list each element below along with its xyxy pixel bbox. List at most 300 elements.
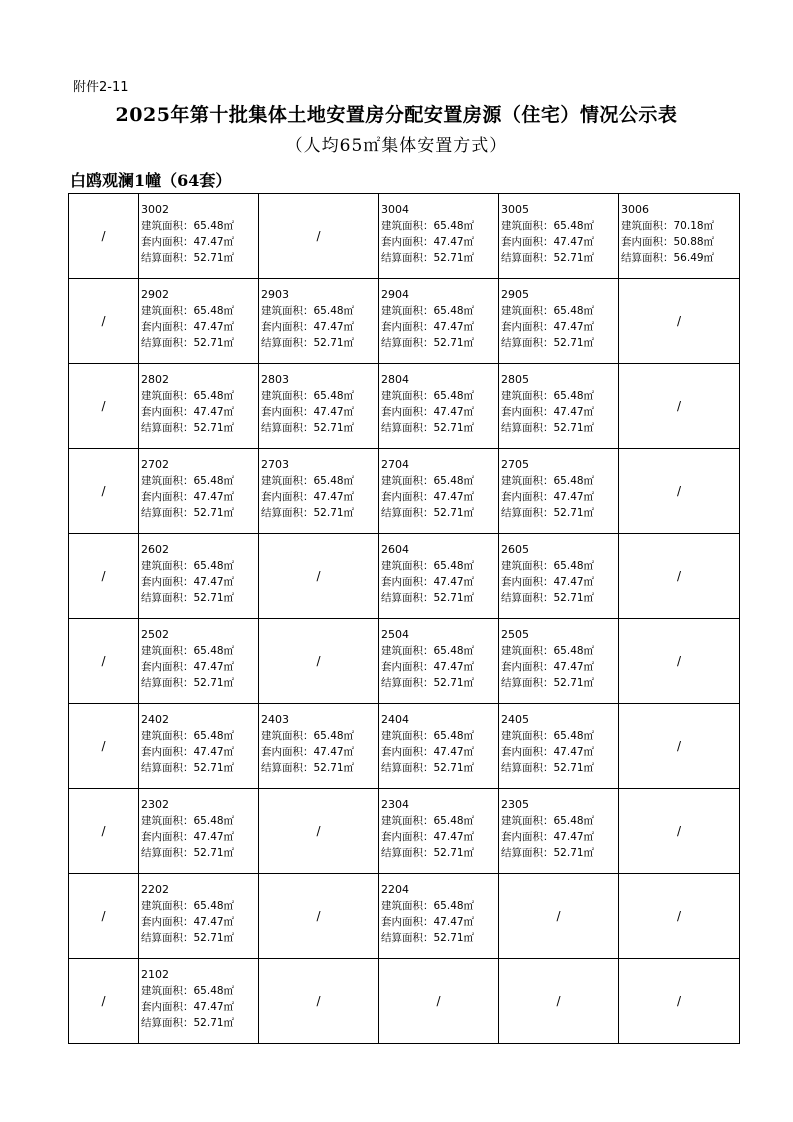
build-area-label: 建筑面积： xyxy=(381,900,434,912)
build-area-value: 65.48㎡ xyxy=(553,390,595,402)
inner-area-label: 套内面积： xyxy=(381,746,434,758)
unit-number: 2305 xyxy=(501,798,529,811)
inner-area-value: 47.47㎡ xyxy=(553,661,595,673)
unit-line xyxy=(141,627,258,643)
settle-area-value: 52.71㎡ xyxy=(433,422,475,434)
unit-info xyxy=(139,194,258,266)
unit-number: 2302 xyxy=(141,798,169,811)
build-area-label: 建筑面积： xyxy=(501,815,554,827)
unit-line xyxy=(261,760,378,776)
unit-line xyxy=(381,574,498,590)
unit-number: 3006 xyxy=(621,203,649,216)
empty-cell: / xyxy=(619,874,740,959)
unit-line xyxy=(261,420,378,436)
unit-line xyxy=(141,558,258,574)
unit-line xyxy=(141,829,258,845)
unit-cell xyxy=(499,789,619,874)
unit-info xyxy=(379,874,498,946)
unit-number: 2805 xyxy=(501,373,529,386)
settle-area-label: 结算面积： xyxy=(261,762,314,774)
inner-area-value: 47.47㎡ xyxy=(193,236,235,248)
unit-cell xyxy=(259,704,379,789)
settle-area-label: 结算面积： xyxy=(381,592,434,604)
unit-line xyxy=(381,914,498,930)
unit-cell xyxy=(139,874,259,959)
build-area-value: 65.48㎡ xyxy=(193,985,235,997)
inner-area-value: 47.47㎡ xyxy=(553,831,595,843)
unit-cell xyxy=(139,959,259,1044)
unit-number: 2604 xyxy=(381,543,409,556)
unit-line xyxy=(141,319,258,335)
inner-area-label: 套内面积： xyxy=(141,661,194,673)
unit-number: 2304 xyxy=(381,798,409,811)
unit-line xyxy=(621,250,739,266)
inner-area-value: 47.47㎡ xyxy=(313,321,355,333)
settle-area-label: 结算面积： xyxy=(141,422,194,434)
unit-line xyxy=(141,388,258,404)
inner-area-value: 47.47㎡ xyxy=(553,491,595,503)
build-area-label: 建筑面积： xyxy=(381,475,434,487)
unit-line xyxy=(501,372,618,388)
settle-area-value: 52.71㎡ xyxy=(313,507,355,519)
build-area-value: 65.48㎡ xyxy=(193,475,235,487)
empty-cell: / xyxy=(379,959,499,1044)
unit-line xyxy=(141,728,258,744)
unit-info xyxy=(379,534,498,606)
unit-line xyxy=(141,930,258,946)
build-area-value: 65.48㎡ xyxy=(553,730,595,742)
unit-line xyxy=(381,797,498,813)
build-area-label: 建筑面积： xyxy=(261,730,314,742)
unit-cell xyxy=(619,194,740,279)
build-area-label: 建筑面积： xyxy=(141,305,194,317)
unit-line xyxy=(141,712,258,728)
unit-line xyxy=(261,728,378,744)
unit-line xyxy=(141,898,258,914)
settle-area-value: 52.71㎡ xyxy=(193,337,235,349)
inner-area-label: 套内面积： xyxy=(141,831,194,843)
table-row xyxy=(69,704,740,789)
settle-area-value: 52.71㎡ xyxy=(193,762,235,774)
unit-info xyxy=(499,704,618,776)
unit-line xyxy=(501,558,618,574)
page-title: 2025年第十批集体土地安置房分配安置房源（住宅）情况公示表 xyxy=(115,104,678,126)
settle-area-label: 结算面积： xyxy=(381,932,434,944)
unit-number: 2403 xyxy=(261,713,289,726)
unit-line xyxy=(501,845,618,861)
unit-line xyxy=(141,250,258,266)
empty-cell: / xyxy=(619,449,740,534)
unit-line xyxy=(381,829,498,845)
unit-line xyxy=(141,882,258,898)
inner-area-label: 套内面积： xyxy=(141,746,194,758)
settle-area-label: 结算面积： xyxy=(381,762,434,774)
empty-cell: / xyxy=(259,194,379,279)
inner-area-label: 套内面积： xyxy=(261,321,314,333)
inner-area-label: 套内面积： xyxy=(501,321,554,333)
build-area-value: 65.48㎡ xyxy=(553,645,595,657)
unit-line xyxy=(141,845,258,861)
build-area-label: 建筑面积： xyxy=(501,475,554,487)
unit-table xyxy=(68,193,740,1044)
settle-area-label: 结算面积： xyxy=(141,252,194,264)
table-row xyxy=(69,789,740,874)
unit-line xyxy=(381,420,498,436)
unit-info xyxy=(139,704,258,776)
unit-line xyxy=(141,202,258,218)
build-area-label: 建筑面积： xyxy=(141,560,194,572)
inner-area-value: 47.47㎡ xyxy=(193,661,235,673)
inner-area-value: 47.47㎡ xyxy=(193,831,235,843)
inner-area-value: 47.47㎡ xyxy=(193,491,235,503)
unit-cell xyxy=(139,279,259,364)
unit-line xyxy=(501,542,618,558)
unit-number: 3005 xyxy=(501,203,529,216)
build-area-label: 建筑面积： xyxy=(141,220,194,232)
table-row xyxy=(69,364,740,449)
unit-number: 2902 xyxy=(141,288,169,301)
unit-line xyxy=(381,218,498,234)
build-area-label: 建筑面积： xyxy=(381,730,434,742)
build-area-value: 65.48㎡ xyxy=(433,305,475,317)
inner-area-label: 套内面积： xyxy=(501,236,554,248)
build-area-value: 65.48㎡ xyxy=(313,475,355,487)
empty-cell: / xyxy=(69,534,139,619)
unit-number: 2702 xyxy=(141,458,169,471)
build-area-value: 70.18㎡ xyxy=(673,220,715,232)
empty-cell: / xyxy=(69,959,139,1044)
unit-cell xyxy=(499,364,619,449)
settle-area-label: 结算面积： xyxy=(501,507,554,519)
unit-info xyxy=(259,364,378,436)
build-area-value: 65.48㎡ xyxy=(313,390,355,402)
build-area-value: 65.48㎡ xyxy=(553,220,595,232)
unit-line xyxy=(381,627,498,643)
unit-line xyxy=(381,643,498,659)
inner-area-label: 套内面积： xyxy=(141,406,194,418)
settle-area-label: 结算面积： xyxy=(501,422,554,434)
unit-cell xyxy=(259,449,379,534)
settle-area-value: 52.71㎡ xyxy=(553,847,595,859)
unit-line xyxy=(381,558,498,574)
settle-area-label: 结算面积： xyxy=(141,507,194,519)
unit-line xyxy=(501,202,618,218)
build-area-value: 65.48㎡ xyxy=(553,305,595,317)
inner-area-value: 47.47㎡ xyxy=(553,236,595,248)
unit-line xyxy=(381,760,498,776)
empty-cell: / xyxy=(69,874,139,959)
unit-number: 2102 xyxy=(141,968,169,981)
inner-area-value: 47.47㎡ xyxy=(193,746,235,758)
settle-area-value: 52.71㎡ xyxy=(433,592,475,604)
unit-line xyxy=(501,505,618,521)
unit-line xyxy=(261,335,378,351)
build-area-value: 65.48㎡ xyxy=(433,475,475,487)
settle-area-value: 52.71㎡ xyxy=(193,252,235,264)
inner-area-label: 套内面积： xyxy=(261,746,314,758)
unit-line xyxy=(501,303,618,319)
inner-area-value: 47.47㎡ xyxy=(433,916,475,928)
unit-line xyxy=(501,829,618,845)
empty-cell: / xyxy=(69,619,139,704)
settle-area-value: 52.71㎡ xyxy=(553,762,595,774)
unit-number: 2505 xyxy=(501,628,529,641)
unit-info xyxy=(379,619,498,691)
unit-info xyxy=(379,704,498,776)
unit-info xyxy=(499,194,618,266)
unit-line xyxy=(381,319,498,335)
settle-area-label: 结算面积： xyxy=(141,592,194,604)
build-area-label: 建筑面积： xyxy=(501,645,554,657)
settle-area-value: 52.71㎡ xyxy=(433,762,475,774)
empty-cell: / xyxy=(69,449,139,534)
settle-area-value: 52.71㎡ xyxy=(193,592,235,604)
settle-area-value: 52.71㎡ xyxy=(433,847,475,859)
settle-area-value: 52.71㎡ xyxy=(433,932,475,944)
build-area-label: 建筑面积： xyxy=(261,305,314,317)
unit-line xyxy=(501,627,618,643)
unit-number: 2502 xyxy=(141,628,169,641)
unit-number: 2504 xyxy=(381,628,409,641)
unit-cell xyxy=(379,534,499,619)
inner-area-value: 50.88㎡ xyxy=(673,236,715,248)
unit-line xyxy=(141,797,258,813)
table-row xyxy=(69,874,740,959)
settle-area-value: 52.71㎡ xyxy=(433,252,475,264)
inner-area-label: 套内面积： xyxy=(381,321,434,333)
build-area-label: 建筑面积： xyxy=(501,390,554,402)
unit-line xyxy=(141,574,258,590)
build-area-label: 建筑面积： xyxy=(381,645,434,657)
settle-area-value: 52.71㎡ xyxy=(553,337,595,349)
unit-line xyxy=(141,760,258,776)
build-area-label: 建筑面积： xyxy=(381,390,434,402)
inner-area-label: 套内面积： xyxy=(381,661,434,673)
inner-area-label: 套内面积： xyxy=(501,406,554,418)
table-row xyxy=(69,194,740,279)
unit-info xyxy=(139,449,258,521)
settle-area-label: 结算面积： xyxy=(501,847,554,859)
unit-table-body xyxy=(69,194,740,1044)
unit-line xyxy=(501,659,618,675)
settle-area-label: 结算面积： xyxy=(381,337,434,349)
settle-area-label: 结算面积： xyxy=(501,252,554,264)
unit-line xyxy=(501,489,618,505)
inner-area-label: 套内面积： xyxy=(141,916,194,928)
empty-cell: / xyxy=(499,959,619,1044)
inner-area-label: 套内面积： xyxy=(141,1001,194,1013)
unit-line xyxy=(261,287,378,303)
inner-area-value: 47.47㎡ xyxy=(433,576,475,588)
unit-line xyxy=(621,202,739,218)
unit-cell xyxy=(379,279,499,364)
settle-area-label: 结算面积： xyxy=(501,592,554,604)
build-area-label: 建筑面积： xyxy=(501,730,554,742)
build-area-value: 65.48㎡ xyxy=(433,560,475,572)
build-area-label: 建筑面积： xyxy=(141,645,194,657)
inner-area-label: 套内面积： xyxy=(141,321,194,333)
build-area-label: 建筑面积： xyxy=(141,475,194,487)
inner-area-label: 套内面积： xyxy=(261,491,314,503)
unit-line xyxy=(261,319,378,335)
settle-area-label: 结算面积： xyxy=(501,762,554,774)
inner-area-label: 套内面积： xyxy=(141,576,194,588)
empty-cell: / xyxy=(499,874,619,959)
unit-line xyxy=(141,489,258,505)
settle-area-value: 52.71㎡ xyxy=(433,677,475,689)
unit-line xyxy=(501,590,618,606)
unit-number: 2204 xyxy=(381,883,409,896)
unit-line xyxy=(141,744,258,760)
unit-line xyxy=(141,643,258,659)
unit-cell xyxy=(499,449,619,534)
unit-cell xyxy=(259,279,379,364)
unit-line xyxy=(501,234,618,250)
unit-info xyxy=(139,789,258,861)
unit-line xyxy=(141,218,258,234)
unit-info xyxy=(379,789,498,861)
build-area-value: 65.48㎡ xyxy=(433,815,475,827)
unit-cell xyxy=(379,874,499,959)
unit-number: 2804 xyxy=(381,373,409,386)
unit-info xyxy=(379,279,498,351)
build-area-value: 65.48㎡ xyxy=(553,815,595,827)
unit-line xyxy=(261,457,378,473)
settle-area-label: 结算面积： xyxy=(261,337,314,349)
unit-line xyxy=(501,744,618,760)
empty-cell: / xyxy=(619,789,740,874)
empty-cell: / xyxy=(69,364,139,449)
inner-area-label: 套内面积： xyxy=(501,831,554,843)
settle-area-value: 52.71㎡ xyxy=(193,507,235,519)
unit-line xyxy=(501,388,618,404)
unit-line xyxy=(381,744,498,760)
unit-line xyxy=(621,218,739,234)
settle-area-value: 52.71㎡ xyxy=(553,677,595,689)
unit-number: 2802 xyxy=(141,373,169,386)
unit-line xyxy=(141,473,258,489)
inner-area-value: 47.47㎡ xyxy=(313,491,355,503)
unit-info xyxy=(499,619,618,691)
settle-area-label: 结算面积： xyxy=(261,507,314,519)
inner-area-label: 套内面积： xyxy=(501,491,554,503)
settle-area-label: 结算面积： xyxy=(381,677,434,689)
unit-line xyxy=(381,728,498,744)
unit-line xyxy=(141,303,258,319)
settle-area-value: 52.71㎡ xyxy=(193,422,235,434)
unit-line xyxy=(261,404,378,420)
unit-line xyxy=(141,590,258,606)
settle-area-value: 52.71㎡ xyxy=(433,507,475,519)
unit-number: 2704 xyxy=(381,458,409,471)
unit-line xyxy=(261,744,378,760)
unit-line xyxy=(501,319,618,335)
unit-line xyxy=(381,250,498,266)
unit-line xyxy=(501,712,618,728)
unit-line xyxy=(141,287,258,303)
settle-area-value: 52.71㎡ xyxy=(193,1017,235,1029)
build-area-value: 65.48㎡ xyxy=(313,730,355,742)
page-subtitle: （人均65㎡集体安置方式） xyxy=(285,136,508,156)
unit-info xyxy=(139,534,258,606)
build-area-value: 65.48㎡ xyxy=(193,900,235,912)
unit-line xyxy=(501,760,618,776)
unit-line xyxy=(381,303,498,319)
unit-info xyxy=(499,534,618,606)
unit-cell xyxy=(379,789,499,874)
inner-area-value: 47.47㎡ xyxy=(433,236,475,248)
settle-area-label: 结算面积： xyxy=(141,847,194,859)
unit-info xyxy=(499,364,618,436)
settle-area-label: 结算面积： xyxy=(141,762,194,774)
empty-cell: / xyxy=(259,619,379,704)
table-row xyxy=(69,449,740,534)
unit-line xyxy=(381,712,498,728)
unit-line xyxy=(141,1015,258,1031)
unit-line xyxy=(141,659,258,675)
settle-area-value: 52.71㎡ xyxy=(193,847,235,859)
build-area-label: 建筑面积： xyxy=(381,305,434,317)
table-row xyxy=(69,534,740,619)
empty-cell: / xyxy=(259,874,379,959)
unit-cell xyxy=(379,449,499,534)
build-area-label: 建筑面积： xyxy=(141,815,194,827)
empty-cell: / xyxy=(619,959,740,1044)
unit-cell xyxy=(499,279,619,364)
build-area-value: 65.48㎡ xyxy=(313,305,355,317)
unit-number: 3002 xyxy=(141,203,169,216)
unit-line xyxy=(501,473,618,489)
inner-area-label: 套内面积： xyxy=(381,916,434,928)
inner-area-label: 套内面积： xyxy=(501,576,554,588)
settle-area-value: 52.71㎡ xyxy=(553,592,595,604)
build-area-value: 65.48㎡ xyxy=(433,220,475,232)
settle-area-value: 52.71㎡ xyxy=(313,337,355,349)
unit-info xyxy=(379,364,498,436)
build-area-label: 建筑面积： xyxy=(261,390,314,402)
settle-area-value: 56.49㎡ xyxy=(673,252,715,264)
inner-area-value: 47.47㎡ xyxy=(433,491,475,503)
settle-area-label: 结算面积： xyxy=(381,847,434,859)
unit-line xyxy=(261,388,378,404)
unit-cell xyxy=(379,194,499,279)
settle-area-label: 结算面积： xyxy=(621,252,674,264)
table-row xyxy=(69,959,740,1044)
settle-area-value: 52.71㎡ xyxy=(193,932,235,944)
unit-line xyxy=(501,335,618,351)
empty-cell: / xyxy=(619,619,740,704)
inner-area-value: 47.47㎡ xyxy=(433,321,475,333)
unit-line xyxy=(141,542,258,558)
settle-area-value: 52.71㎡ xyxy=(313,422,355,434)
inner-area-value: 47.47㎡ xyxy=(193,1001,235,1013)
settle-area-label: 结算面积： xyxy=(141,1017,194,1029)
build-area-label: 建筑面积： xyxy=(381,815,434,827)
unit-cell xyxy=(139,449,259,534)
unit-line xyxy=(501,728,618,744)
unit-line xyxy=(141,234,258,250)
empty-cell: / xyxy=(259,789,379,874)
build-area-label: 建筑面积： xyxy=(141,900,194,912)
inner-area-label: 套内面积： xyxy=(141,491,194,503)
unit-line xyxy=(381,489,498,505)
unit-line xyxy=(381,404,498,420)
unit-number: 2602 xyxy=(141,543,169,556)
settle-area-value: 52.71㎡ xyxy=(433,337,475,349)
inner-area-value: 47.47㎡ xyxy=(433,831,475,843)
unit-number: 2703 xyxy=(261,458,289,471)
build-area-label: 建筑面积： xyxy=(501,220,554,232)
